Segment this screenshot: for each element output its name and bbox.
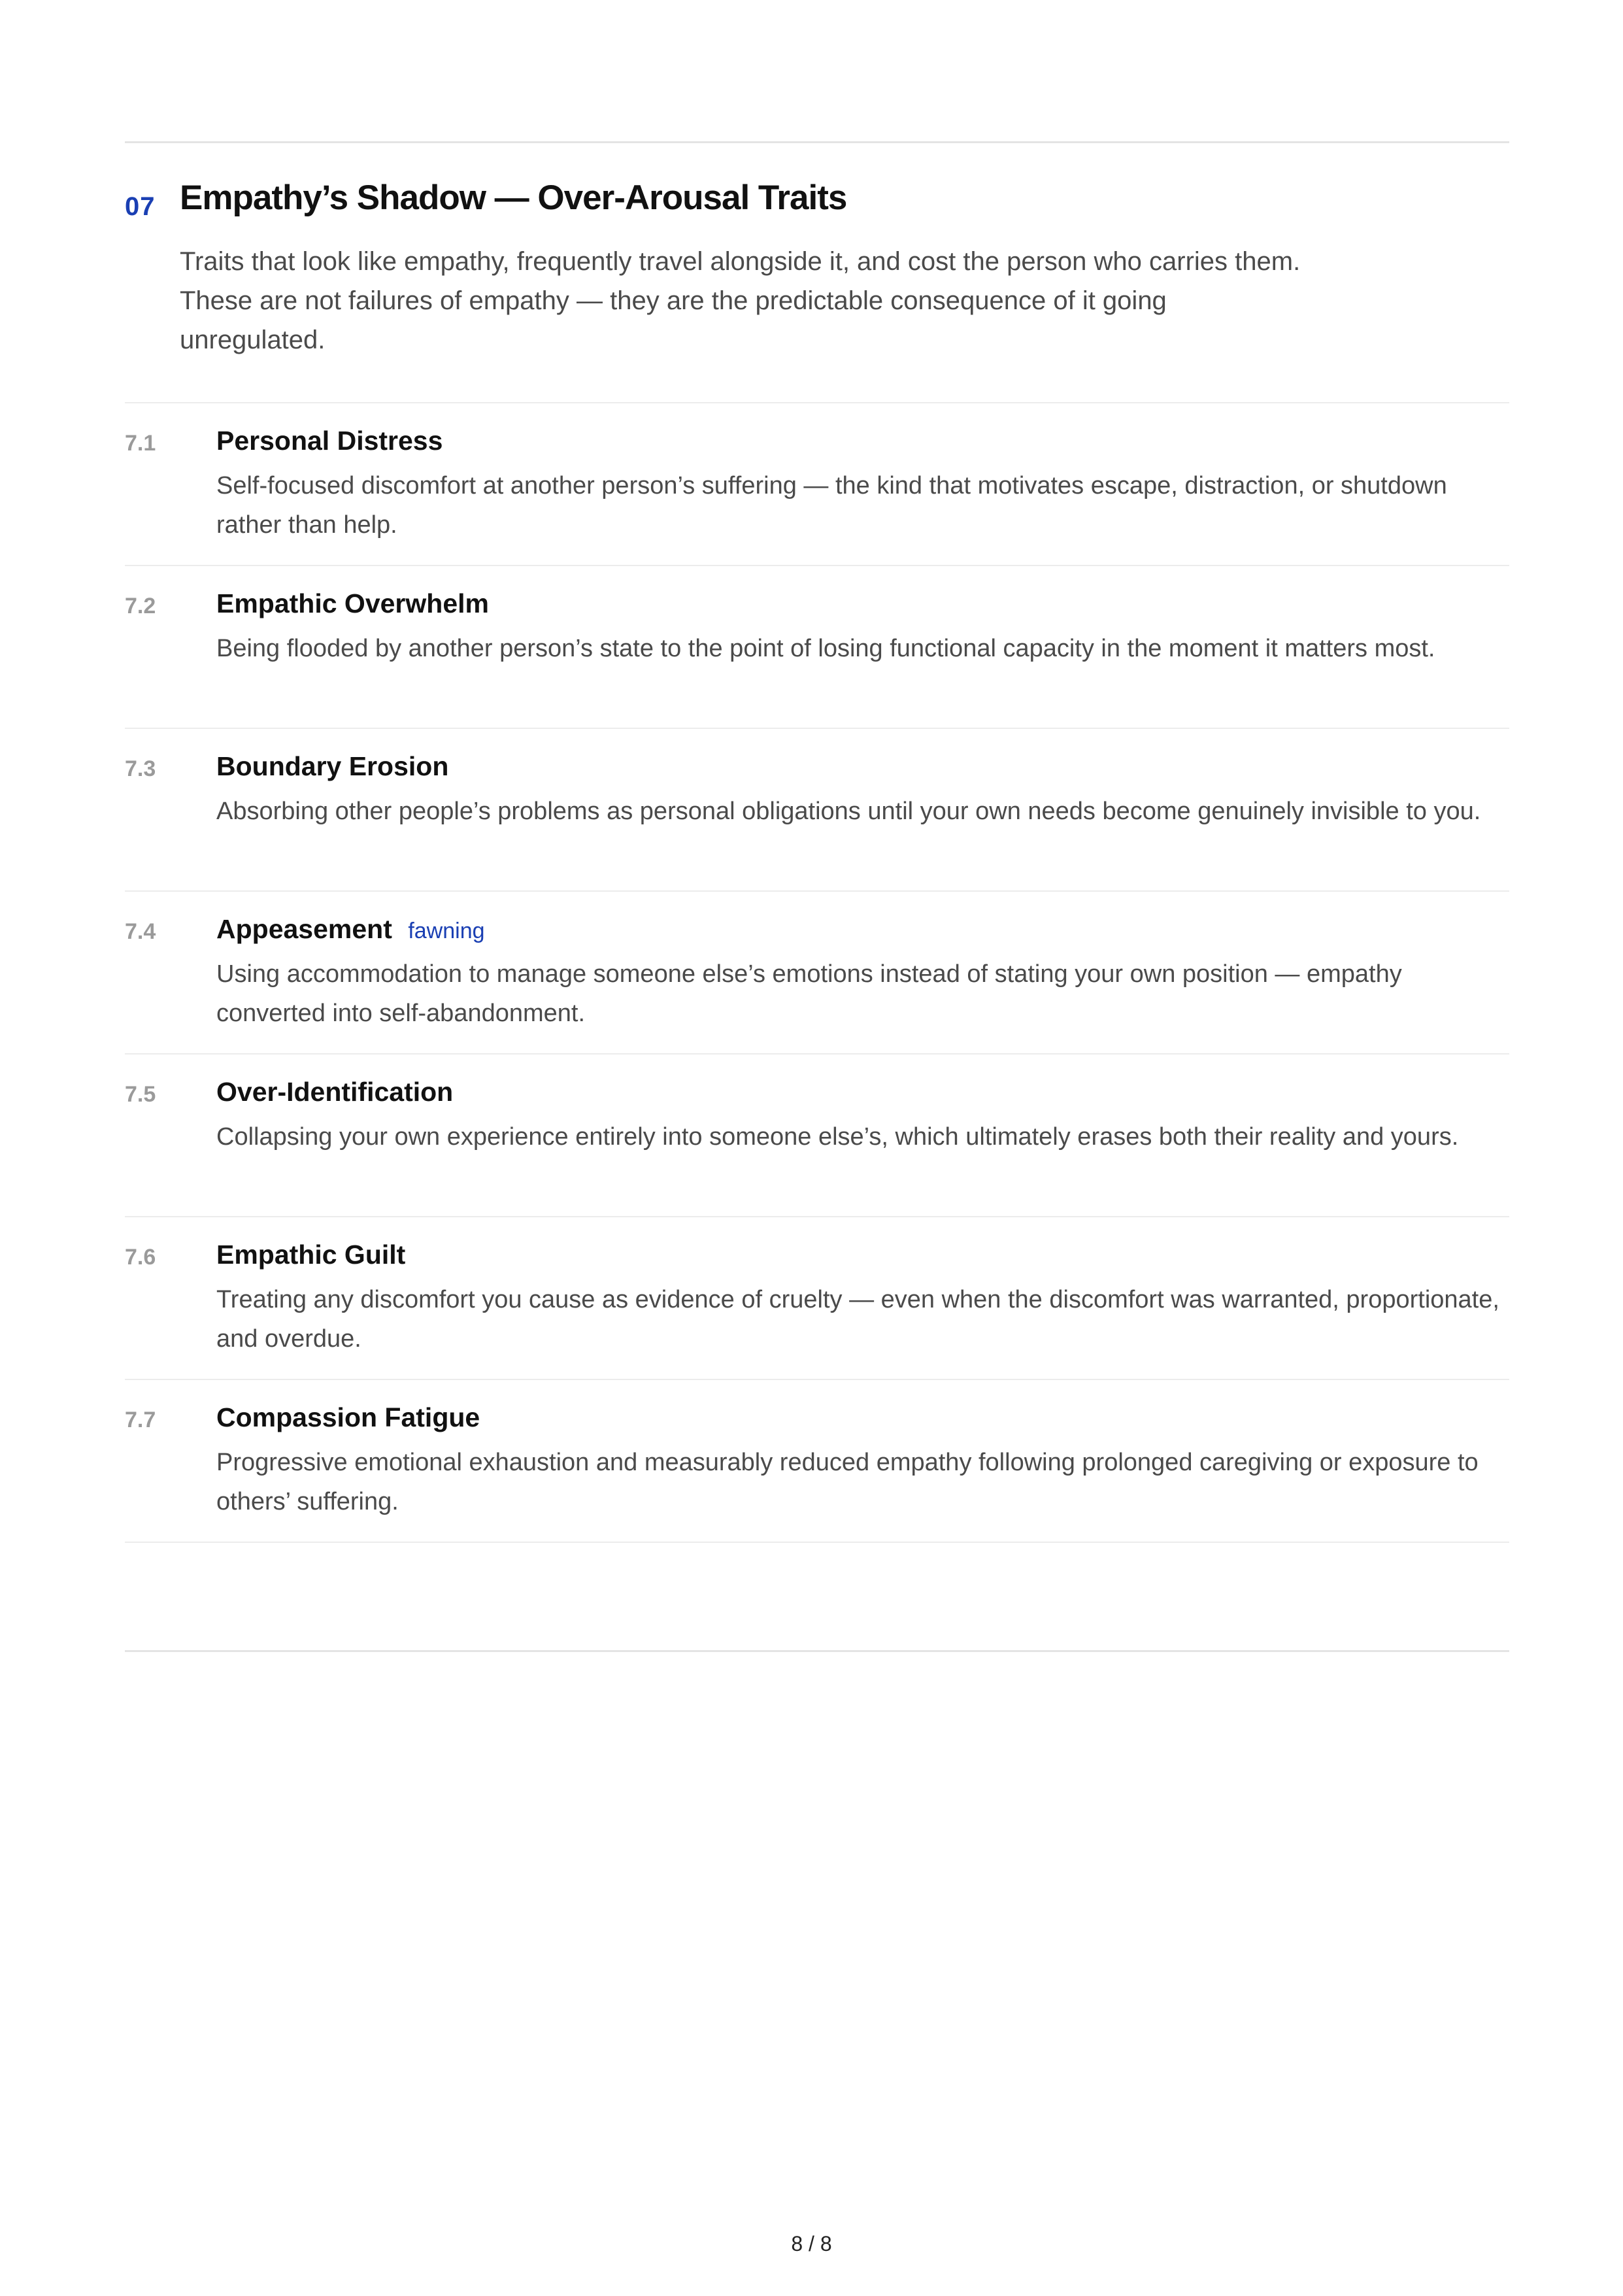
- item-description: Being flooded by another person’s state to the point of losing functional capacity in the moment it matters most.: [216, 635, 1435, 662]
- item-number: 7.3: [125, 756, 156, 781]
- item-description: Using accommodation to manage someone else’s emotions instead of stating your own position — empathy converted into self-abandonment.: [216, 960, 1402, 1027]
- item-tag: fawning: [408, 919, 485, 943]
- item-number: 7.5: [125, 1082, 156, 1107]
- bottom-divider: [125, 1650, 1509, 1652]
- item-title: Empathic Overwhelm: [216, 588, 489, 618]
- section-number: 07: [125, 192, 156, 221]
- item-description: Self-focused discomfort at another person’s suffering — the kind that motivates escape, distraction, or shutdown rather than help.: [216, 472, 1447, 539]
- top-divider: [125, 141, 1509, 143]
- item-number: 7.4: [125, 919, 156, 944]
- item-title: Compassion Fatigue: [216, 1402, 480, 1432]
- list-item: [125, 892, 1509, 1055]
- item-title: Boundary Erosion: [216, 751, 449, 781]
- page-indicator: 8 / 8: [791, 2232, 832, 2255]
- item-description: Absorbing other people’s problems as personal obligations until your own needs become genuinely invisible to you.: [216, 798, 1481, 825]
- list-item: [125, 729, 1509, 892]
- item-title: Personal Distress: [216, 426, 443, 456]
- trait-list: [125, 402, 1509, 1543]
- item-description: Treating any discomfort you cause as evidence of cruelty — even when the discomfort was warranted, proportionate, and overdue.: [216, 1286, 1499, 1353]
- item-title: Empathic Guilt: [216, 1240, 406, 1270]
- section-title: Empathy’s Shadow — Over-Arousal Traits: [180, 178, 847, 217]
- list-item: [125, 1380, 1509, 1543]
- section-intro: Traits that look like empathy, frequently travel alongside it, and cost the person who carries them. These are not failures of empathy — they are the predictable consequence of it going unregulated.: [180, 247, 1301, 354]
- list-item: [125, 403, 1509, 566]
- item-number: 7.7: [125, 1408, 156, 1432]
- item-title: Appeasement: [216, 914, 392, 944]
- item-number: 7.2: [125, 594, 156, 618]
- item-title: Over-Identification: [216, 1077, 454, 1107]
- item-number: 7.6: [125, 1245, 156, 1270]
- list-item: [125, 1217, 1509, 1380]
- list-item: [125, 1055, 1509, 1217]
- list-item: [125, 566, 1509, 729]
- item-description: Collapsing your own experience entirely into someone else’s, which ultimately erases both their reality and yours.: [216, 1123, 1459, 1151]
- item-description: Progressive emotional exhaustion and measurably reduced empathy following prolonged caregiving or exposure to others’ suffering.: [216, 1449, 1479, 1515]
- item-number: 7.1: [125, 431, 156, 456]
